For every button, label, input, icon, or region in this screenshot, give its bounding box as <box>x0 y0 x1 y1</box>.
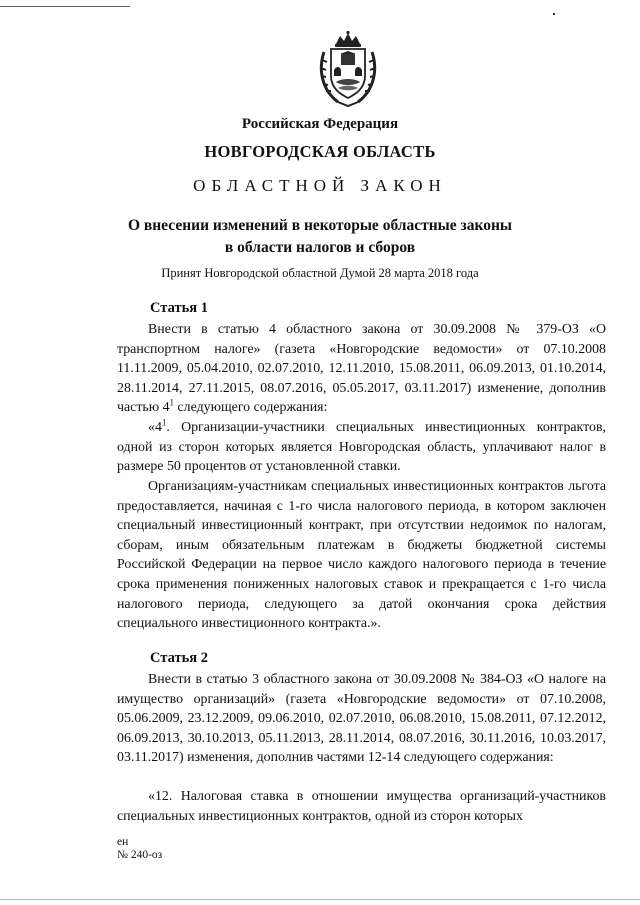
article-1-heading: Статья 1 <box>150 300 208 316</box>
article-2-paragraph-1: Внести в статью 3 областного закона от 30.09.2008 № 384-ОЗ «О налоге на имущество организаций» (газета «Новгородские ведомости» от 07.10.2008, 05.06.2009, 23.12.2009, 09.06.2010, 02.07.2010, 06.08.2010, 15.08.2011, 07.12.2012, 06.09.2013, 30.10.2013, 05.11.2013, 28.11.2014, 08.07.2016, 30.11.2016, 10.03.2017, 03.11.2017) изменения, дополнив частями 12-14 следующего содержания: <box>117 672 606 766</box>
region-heading: НОВГОРОДСКАЯ ОБЛАСТЬ <box>204 142 436 161</box>
bottom-edge-line <box>0 899 640 900</box>
article-1-paragraph-3: Организациям-участникам специальных инвестиционных контрактов льгота предоставляется, начиная с 1-го числа налогового периода, в котором заключен специальный инвестиционный контракт, при отсутствии недоимок по налогам, сборам, иным обязательным платежам в бюджеты бюджетной системы Российской Федерации на первое число каждого налогового периода в течение срока применения пониженных налоговых ставок и прекращается с 1-го числа налогового периода, следующего за датой окончания срока действия специального инвестиционного контракта.». <box>117 479 606 632</box>
article-1-paragraph-2 <box>117 418 606 477</box>
superscript: 1 <box>161 417 167 428</box>
law-title-line-2: в области налогов и сборов <box>224 239 416 256</box>
adoption-note: Принят Новгородской областной Думой 28 марта 2018 года <box>161 266 479 280</box>
footer-document-number: № 240-оз <box>117 849 163 861</box>
law-title-line-1: О внесении изменений в некоторые областные законы <box>127 217 513 234</box>
scan-dot <box>553 13 555 15</box>
novgorod-coat-of-arms-icon <box>316 30 380 108</box>
article-1-paragraph-1 <box>117 320 606 418</box>
document-type: ОБЛАСТНОЙ ЗАКОН <box>193 176 447 195</box>
article-1-paragraph-1-text: Внести в статью 4 областного закона от 30.09.2008 № 379-ОЗ «О транспортном налоге» (газета «Новгородские ведомости» от 07.10.2008 11.11.2009, 05.04.2010, 02.07.2010, 12.11.2010, 15.08.2011, 06.09.2013, 01.10.2014, 28.11.2014, 27.11.2015, 08.07.2016, 05.05.2017, 03.11.2017) изменение, дополнив частью 4 <box>117 322 606 416</box>
article-1-paragraph-1-tail: следующего содержания: <box>174 400 328 416</box>
law-title <box>0 215 640 259</box>
superscript: 1 <box>169 397 175 408</box>
article-2-heading: Статья 2 <box>150 650 208 666</box>
federation-heading: Российская Федерация <box>241 116 399 132</box>
top-edge-line <box>0 6 130 7</box>
article-2-paragraph-2: «12. Налоговая ставка в отношении имущества организаций-участников специальных инвестиционных контрактов, одной из сторон которых <box>117 789 606 824</box>
article-1-paragraph-2-start: «4 <box>148 420 162 435</box>
footer-initials: ен <box>117 836 129 848</box>
article-1-paragraph-2-text: . Организации-участники специальных инвестиционных контрактов, одной из сторон которых является Новгородская область, уплачивают налог в размере 50 процентов от установленной ставки. <box>117 420 606 475</box>
